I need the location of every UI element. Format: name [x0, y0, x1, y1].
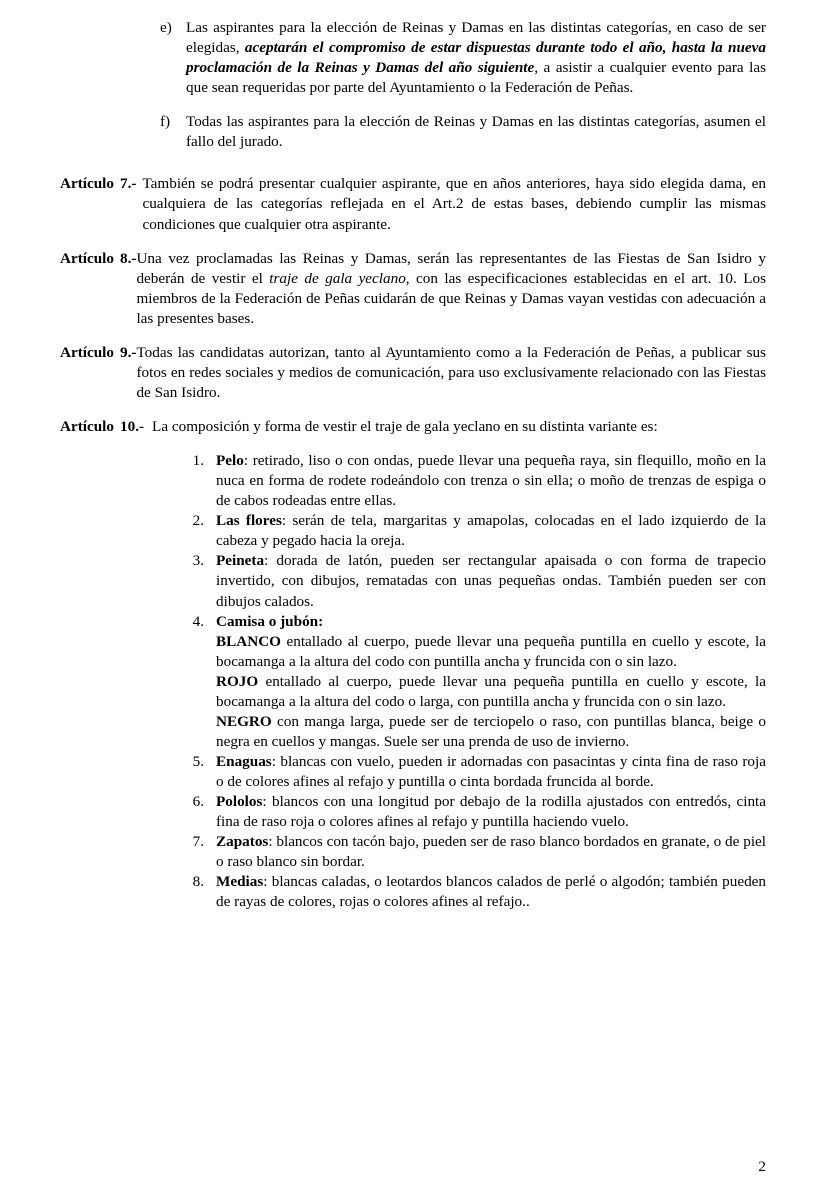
article-9	[60, 343, 766, 403]
article-8	[60, 249, 766, 329]
item-body	[216, 872, 766, 912]
item-body	[216, 612, 766, 752]
list-item	[60, 511, 766, 551]
item-text: : blancas con vuelo, pueden ir adornadas con pasacintas y cinta fina de raso roja o de colores afines al refajo y puntilla o cinta bordada fruncida al borde.	[216, 753, 766, 791]
item-body	[216, 511, 766, 551]
article-8-part1: Una vez proclamadas las Reinas y Damas, serán las representantes de las Fiestas de San Isidro y deberán de vestir el	[136, 249, 766, 287]
item-number: 1.	[192, 452, 204, 470]
article-10-number: 10.-	[120, 418, 145, 435]
item-body	[216, 551, 766, 611]
item-number: 2.	[192, 512, 204, 530]
item-text: : blancos con una longitud por debajo de la rodilla ajustados con entredós, cinta fina de raso roja o colores afines al refajo y puntilla haciendo vuelo.	[216, 793, 766, 831]
item-text: : blancos con tacón bajo, pueden ser de raso blanco bordados en granate, o de piel o raso blanco sin bordar.	[216, 833, 766, 871]
document-body	[60, 18, 766, 913]
list-item	[60, 451, 766, 511]
item-text: : blancas caladas, o leotardos blancos calados de perlé o algodón; también pueden de rayas de colores, rojas o colores afines al refajo..	[216, 873, 766, 911]
sub-text-rojo: entallado al cuerpo, puede llevar una pequeña puntilla en cuello y escote, la bocamanga a la altura del codo o larga, con puntilla ancha y fruncida con o sin lazo.	[216, 672, 766, 710]
item-term: Peineta	[216, 552, 265, 570]
sub-text-negro: con manga larga, puede ser de terciopelo o raso, con puntillas blanca, beige o negra en cuellos y mangas. Suele ser una prenda de uso de invierno.	[216, 712, 766, 750]
list-marker: f)	[160, 113, 171, 131]
article-8-label	[60, 249, 136, 329]
item-e-part1: Las aspirantes para la elección de Reinas y Damas en las distintas categorías, en caso de ser elegidas,	[186, 19, 766, 57]
list-item	[60, 872, 766, 912]
sub-term-negro: NEGRO	[216, 712, 272, 730]
list-item	[60, 792, 766, 832]
item-term: Pelo	[216, 452, 244, 470]
article-7-number: 7.-	[120, 175, 137, 193]
item-term: Camisa o jubón:	[216, 612, 324, 630]
item-term: Enaguas	[216, 753, 272, 770]
list-item	[60, 612, 766, 752]
item-number: 5.	[192, 753, 204, 770]
item-text: : retirado, liso o con ondas, puede llevar una pequeña raya, sin flequillo, moño en la nuca en forma de rodete rodeándolo con trenza o sin ella; o moño de trenzas de espiga o de cabos rodeadas entre ellas.	[216, 452, 766, 510]
sub-paragraph-blanco	[216, 632, 766, 672]
item-term: Medias	[216, 873, 264, 891]
article-7-word: Artículo	[60, 175, 114, 193]
item-term: Las flores	[216, 512, 282, 530]
item-body	[216, 792, 766, 832]
list-item-e	[60, 18, 766, 98]
item-number: 4.	[192, 612, 204, 630]
sub-paragraph-negro	[216, 712, 766, 752]
item-number: 6.	[192, 793, 204, 811]
list-item-f	[60, 112, 766, 152]
sub-term-blanco: BLANCO	[216, 632, 281, 650]
list-item-text	[186, 18, 766, 98]
list-marker: e)	[160, 19, 172, 36]
item-text: : serán de tela, margaritas y amapolas, colocadas en el lado izquierdo de la cabeza y pegado hacia la oreja.	[216, 512, 766, 550]
article-8-italic: traje de gala yeclano	[269, 269, 406, 287]
list-item	[60, 832, 766, 872]
article-9-text: Todas las candidatas autorizan, tanto al Ayuntamiento como a la Federación de Peñas, a publicar sus fotos en redes sociales y medios de comunicación, para uso exclusivamente relacionado con las Fiestas de San Isidro.	[136, 343, 766, 401]
article-9-word: Artículo	[60, 343, 114, 361]
item-e-emphasis: aceptarán el compromiso de estar dispuestas durante todo el año, hasta la nueva proclamación de la Reinas y Damas del año siguiente	[186, 39, 766, 77]
item-term: Zapatos	[216, 833, 269, 851]
article-7-label	[60, 174, 136, 234]
list-item	[60, 752, 766, 792]
sub-term-rojo: ROJO	[216, 672, 259, 690]
article-7-text: También se podrá presentar cualquier aspirante, que en años anteriores, haya sido elegida dama, en cualquiera de las categorías reflejada en el Art.2 de estas bases, debiendo cumplir las mismas condiciones que cualquier otra aspirante.	[142, 175, 766, 233]
article-8-text	[136, 249, 766, 329]
item-body	[216, 752, 766, 792]
item-body	[216, 451, 766, 511]
sub-paragraph-rojo	[216, 672, 766, 712]
list-item-text: Todas las aspirantes para la elección de Reinas y Damas en las distintas categorías, asumen el fallo del jurado.	[186, 113, 766, 151]
sub-text-blanco: entallado al cuerpo, puede llevar una pequeña puntilla en cuello y escote, la bocamanga a la altura del codo con puntilla ancha y fruncida con o sin lazo.	[216, 632, 766, 670]
item-number: 8.	[192, 873, 204, 891]
item-text: : dorada de latón, pueden ser rectangular apaisada o con forma de trapecio invertido, con dibujos, rematadas con unas pequeñas ondas. También pueden ser con dibujos calados.	[216, 552, 766, 610]
article-9-label	[60, 343, 136, 403]
article-8-number: 8.-	[120, 249, 137, 267]
article-10-label	[60, 417, 144, 437]
item-term: Pololos	[216, 793, 263, 811]
article-9-number: 9.-	[120, 343, 137, 361]
article-10	[60, 417, 766, 437]
clothing-list	[60, 451, 766, 912]
item-e-part2: , a asistir a cualquier evento para las que sean requeridas por parte del Ayuntamiento o la Federación de Peñas.	[186, 59, 766, 97]
page-number: 2	[758, 1158, 766, 1175]
item-number: 3.	[192, 552, 204, 570]
item-body	[216, 832, 766, 872]
article-7	[60, 174, 766, 234]
article-8-word: Artículo	[60, 249, 114, 267]
article-8-part2: , con las especificaciones establecidas en el art. 10. Los miembros de la Federación de Peñas cuidarán de que Reinas y Damas vayan vestidas con adecuación a las presentes bases.	[136, 269, 766, 327]
item-number: 7.	[192, 833, 204, 851]
article-10-text: La composición y forma de vestir el traje de gala yeclano en su distinta variante es:	[152, 418, 658, 435]
article-10-word: Artículo	[60, 418, 114, 435]
list-item	[60, 551, 766, 611]
